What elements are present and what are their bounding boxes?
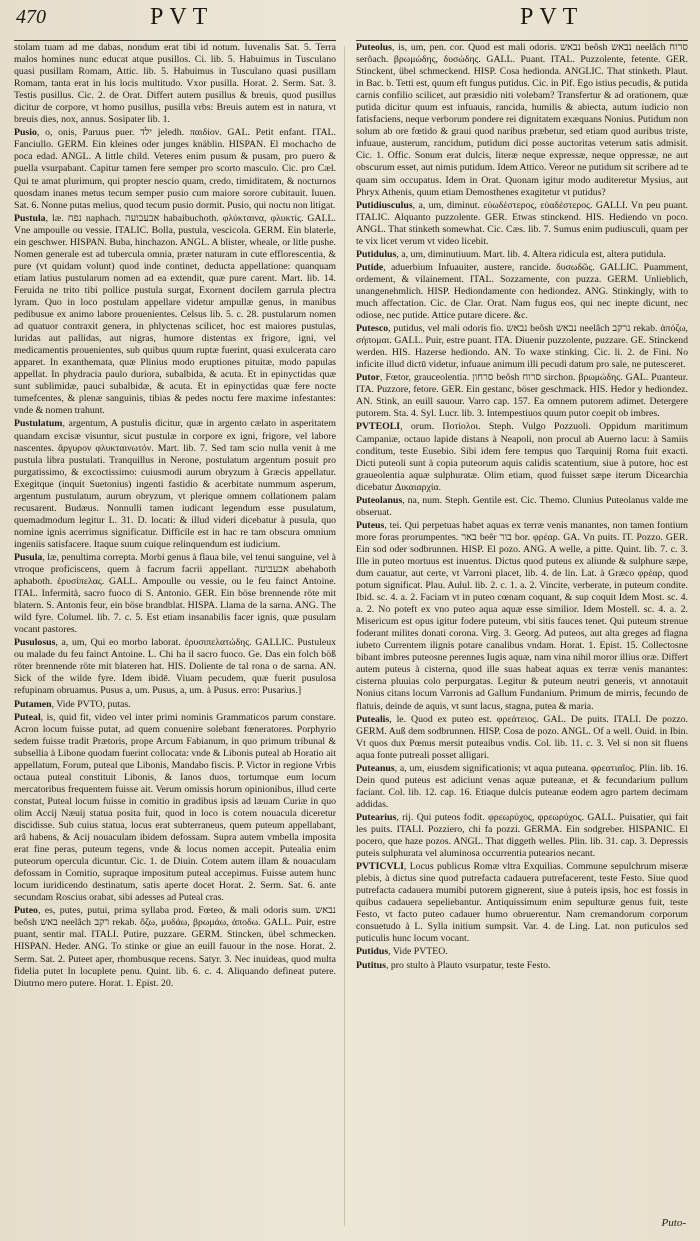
catchword: Puto- <box>661 1217 686 1229</box>
entry-text: na, num. Steph. Gentile est. Cic. Themo. Clunius Puteolanus valde me obseruat. <box>356 494 688 518</box>
dictionary-entry: Putealis, le. Quod ex puteo est. φρεάτειος. GAL. De puits. ITALI. De pozzo. GERM. Auß dem sodbrunnen. HISP. Cosa de pozo. ANGL. Of a well. Ouid. in Ibin. Vt quos dux Pœnus mersit puteaibus vndis. Col. lib. 11. c. 3. Vel si non sit fluens aqua fonte putreali posset alligari. <box>356 713 688 761</box>
entry-headword: Putidus <box>356 946 389 958</box>
entry-headword: Pusulosus <box>14 637 56 649</box>
dictionary-entry: Puteolanus, na, num. Steph. Gentile est. Cic. Themo. Clunius Puteolanus valde me obseruat. <box>356 494 688 518</box>
entry-text: is, um, pen. cor. Quod est mali odoris. נבאש beôsh נבאש neelâch סרוח serôach. βρωμώδης, δυσώδης. GALL. Puant. ITAL. Puzzolente, fetente. GER. Stinckent, übel schmeckend. HISP. Cosa hedionda. ANGLIC. That stinketh. Plaut. in Bac. b. Tetti est, quum eft fungus putidus. Cic. in Pif. Ego istius pecudis, & putida carnis confilio scilicet, aut præsidio niti volebam? Transfertur & ad orationem, quæ putida dicitur quum est infuauis, rancida, humilis & abiecta, autum iudicio non fatisfaciens, neque verborum pondere rei dignitatem exæquans Nonius. Putidum non solum ab ore fœtido & graui quod naribus præbetur, sed etiam quod auribus triste, infuaue, austerum, rancidum, putidum dici posse auctoritas veterum satis admisit. Cic. 1. Offic. Sonum erat dulcis, literæ neque expressæ, neque oppressæ, ne aut obscurum esset, aut nimis putidum. Idem Attico. Vereor ne putidum sit scribere ad te quam sim occupatus. Idem in Orat. Quonam igitur modo auditeretur Mysius, aut Phryx Athenis, quum etiam Demosthenes exagitetur vt putidus? <box>356 42 688 198</box>
entry-headword: PVTEOLI <box>356 421 401 433</box>
dictionary-entry: Puteolus, is, um, pen. cor. Quod est mali odoris. נבאש beôsh נבאש neelâch סרוח serôach. βρωμώδης, δυσώδης. GALL. Puant. ITAL. Puzzolente, fetente. GER. Stinckent, übel schmeckend. HISP. Cosa hedionda. ANGLIC. That stinketh. Plaut. in Bac. b. Tetti est, quum eft fungus putidus. Cic. in Pif. Ego istius pecudis, & putida carnis confilio scilicet, aut præsidio niti volebam? Transfertur & ad orationem, quæ putida dicitur quum est infuauis, rancida, humilis & abiecta, autum iudicio non fatisfaciens, neque verborum pondere rei dignitatem exæquans Nonius. Putidum non solum ab ore fœtido & graui quod naribus præbetur, sed etiam quod auribus triste, infuaue, austerum, rancidum, putidum dici posse auctoritas veterum satis admisit. Cic. 1. Offic. Sonum erat dulcis, literæ neque expressæ, neque oppressæ, ne aut obscurum esset, aut nimis putidum. Idem Attico. Vereor ne putidum sit scribere ad te quam sim occupatus. Idem in Orat. Quonam igitur modo auditeretur Mysius, aut Phryx Athenis, quum etiam Demosthenes exagitetur vt putidus? <box>356 42 688 198</box>
entry-headword: Pusio <box>14 127 37 139</box>
entry-headword: Putide <box>356 261 384 273</box>
entry-headword: Putesco <box>356 323 389 335</box>
entry-text: stolam tuam ad me dabas, nondum erat tibi id notum. Iuvenalis Sat. 5. Terra malos homines nunc educat atque pusillos. Ci. lib. 5. Habuimus in Tusculano quasi pusillam Romam, Attic. lib. 5. Habuimus in Tusculano quasi pusillam Romam, tanta erat in his locis multitudo. Vxor pusilla. Horat. 2. Serm. Sat. 3. Testis pusillus. Cic. 2. de Orat. Differt autem pusillus & breuis, quod pusillus dicitur de corpore, vt homo pusillus, pusilla vrbs: Breuis autem est in natura, vt breuis dies, nox, annus. Sosipater lib. 1. <box>14 42 336 126</box>
entry-headword: Putidulus <box>356 248 397 260</box>
entry-text: tei. Qui perpetuas habet aquas ex terræ venis manantes, non tamen fontium more foras prorumpentes. באר beêr בור bor. φρέαρ. GA. Vn puits. IT. Pozzo. GER. Ein sod oder sodbrunnen. HISP. El pozo. ANG. A welle, a pitte. Quint. lib. 7. c. 3. Ille in puteo mortuus est inuentus. Dictus quod puteus ex aliunde & sulphure sæpe, dum cauatur, aut certe, vt Varroni placet, lib. 4. de lin. Lat. à Græco φρέαρ, quod potum significat. Plau. Aulul. lib. 2. c. 1. a. 2. Vincite, verberate, in puteum condite. Ibid. sc. 4. a. 2. Faciam vt in puteo cœnam coquant, & sup coquit Idem Most. sc. 4. a. 2. No poteft ex vno puteo aqua aquæ esse similior. Idem Mostell. sc. 4. a. 2. Misericum est opus igitur fodere puteum, vbi sitis fauces tenet. Qui puteum strenue foderant milites donati corona. Virg. 3. Georg. Ad puteos, aut alta greges ad flagna iubeto Currentem ilignis potare canalibus vndam. Horat. 1. Epist. 15. Collectosne bibant imbres puteosne perennes Iugis aquæ, nam vina nihil moror illius oræ. Differt autem puteus à cisterna, quod ille suas habeat aquas ex terræ venis manantes: cisterna pluuias colo perpurgatas. Legitur & puteum neutri generis, vt annotauit Nonius citans locum Varronis ad Gallum Fundanium. Primum de mirris, fecundo de flatuis, deinde de aquis, vt sunt lacus, stagna, putea & maria. <box>356 519 688 712</box>
header-rule-right <box>356 40 688 41</box>
entry-headword: Puteolanus <box>356 494 403 506</box>
entry-headword: Puteal <box>14 711 41 723</box>
entry-headword: PVTICVLI <box>356 861 404 873</box>
dictionary-entry: Putidulus, a, um, diminutiuum. Mart. lib. 4. Altera ridicula est, altera putidula. <box>356 248 666 260</box>
entry-text: aduerbium Infuauiter, austere, rancide. δυσωδῶς. GALLIC. Puamment, ordement, & vilainement. ITAL. Sozzamente, con puzza. GERM. Unlieblich, unangenehmlich. HISP. Hediondamente con hediondez. ANG. Stinkingly, with to much affectation. Cic. de Clar. Orat. Nam fugus eos, qui nec inepte dicunt, nec odiose, nec putide. Attice putare dicere. &c. <box>356 261 688 322</box>
header-rule-left <box>14 40 336 41</box>
dictionary-entry <box>14 42 336 126</box>
column-gutter <box>344 46 345 1226</box>
dictionary-entry: Putidus, Vide PVTEO. <box>356 946 448 958</box>
entry-headword: Putamen <box>14 698 52 710</box>
entry-text: læ, penultima correpta. Morbi genus à flaua bile, vel tenui sanguine, vel à vtroque proficiscens, quem à facrum facrii appellant. אבעבועה abehaboth aphaboth. ἐρυσίπελας. GALL. Ampoulle ou vessie, ou le feu fainct Antoine. ITAL. Infermità, sacro fuoco di S. Antonio. GER. Ein böse brennende röte mit blatern. S. Antonis feur, ein böse brandblat. HISPA. Llama de la sarna. ANG. The wild fyre. Columel. lib. 7. c. 5. Est etiam insanabilis facer ignis, quæ pusulam vocant pastores. <box>14 551 336 636</box>
entry-headword: Putidiusculus <box>356 199 413 211</box>
dictionary-entry: Puteanus, a, um, eiusdem significationis; vt aqua puteana. φρεατιαῖος. Plin. lib. 16. Dein quod puteus est adiciunt venas aquæ puteanæ, et & fecundarium pullum faciant. Col. lib. 12. cap. 16. Etiaque dulcis puteanæ eodem agro partem decimam addidas. <box>356 762 688 810</box>
entry-text: læ. נפח naphach. אבעבועה habaibuchoth. φλύκταινα, φλυκτίς. GALL. Vne ampoulle ou vessie. ITALIC. Bolla, pustula, vescicola. GERM. Ein blaterle, ein geschwer. HISPAN. Buba, hinchazon. ANGL. A blister, wheale, or litle pushe. Nomen generale est ad tubercula omnia, præter naturam in cute efflorescentia, & pure (vt quidam volunt) quod inde continet, deducta appellatione: quanquam etiam latius pustularum nomen ad ea extendit, quæ pure carent. Mart. lib. 14. Feruida ne trito tibi pollice pustula surgat, Exornent docilem garrula plectra lyram. Quo in loco postulam appellare videtur ampullæ genus, in manibus pedibusue ex animo labore prouenientes. Celsus lib. 5. c. 28. pustularum nomen ad quatuor contraxit genera, in phlyctenas scilicet, hoc est maiores pustulas, luridas aut pallidas, aut nigras, humore distentas ex frigore, igni, vel medicamentis prouenientes, sub quibus quum ruptæ fuerint, quasi exulcerata caro apparet. In exanthemata, quæ Plinius modo eruptiones pituitæ, modo papulas appellat. In phydracia paulo duriora, subalbida, & acuta. Et in epinyctidas quæ sunt sublimidæ, pauci subalbidæ, & acuta. Et in epinyctidas quæ fere nocte tumefcentes, & plenæ sanguinis, tibias & pedes noctu fere maxime infestantes: vnde & nomen trahunt. <box>14 212 336 417</box>
dictionary-entry: Putidiusculus, a, um, diminut. εὐωδέστερος, εὐαδέστερος. GALLI. Vn peu puant. ITALIC. Alquanto puzzolente. GER. Etwas stinckend. HIS. Hediendo vn poco. ANGL. That stinketh somewhat. Cic. Cæs. lib. 7. Sumus enim pudiusculi, quam per te vix licet verum vt video licebit. <box>356 199 688 247</box>
entry-headword: Putor <box>356 372 380 384</box>
entry-text: pro stulto à Plauto vsurpatur, teste Festo. <box>390 959 551 971</box>
entry-text: le. Quod ex puteo est. φρεάτειος. GAL. De puits. ITALI. De pozzo. GERM. Auß dem sodbrunnen. HISP. Cosa de pozo. ANGL. Of a well. Ouid. in Ibin. Vt quos dux Pœnus mersit puteaibus vndis. Col. lib. 11. c. 3. Vel si non sit fluens aqua fonte putreali posset alligari. <box>356 713 688 761</box>
entry-text: Vide PVTO, putas. <box>56 698 131 710</box>
entry-text: Vide PVTEO. <box>392 946 448 958</box>
dictionary-entry: PVTICVLI, Locus publicus Romæ vltra Exquilias. Commune sepulchrum miseræ plebis, à dictus sine quod putrefacta cadauera putrefacerent, teste Festo. Siue quod putrefacta cadauera mumibi putorem gignerent, siue à puteis ipsis, hoc est fossis in quibus cadauera sepeliebantur. Antiquissimum enim sepulturæ genus fuit, teste Festo, vt facto puteo cadauer humo obruerentur. Nam cremandorum corporum consuetudo à L. Sylla initium sumpsit. Var. 4. de Ling. Lat. non puticulos sed puticulis hunc locum vocant. <box>356 861 688 945</box>
entry-headword: Puteolus <box>356 42 392 53</box>
entry-headword: Puteanus <box>356 762 395 774</box>
dictionary-entry: Pustulatum, argentum, A pustulis dicitur, quæ in argento cælato in asperitatem quandam excisæ visuntur, sicut pustulæ in corpore ex igni, frigore, vel labore nascentes. ἄργυρον φλυκταινωτόν. Mart. lib. 7. Sed tam scio nulla venit à me pustula libra pustulati. Tranquillus in Nerone, postulatum argentum posuit pro purgatissimo, & excoctissimo: cuiusmodi aurum obryzum à Græcis appellatur. Exegitque (inquit Suetonius) ingenti fastidio & acerbitate nummum asperum, argentum pustulatum, aurum obryzum, vt plerique omnem collationem palam recusarent. Budæus. Nonnulli tamen iudicant legendum esse pusulatum, quemadmodum legitur L. 31. D. locati: & illud videri dicebatur à pusula, quo nomine ignis acerrimus significatur. Difficile est in hac re tam obscura omnium ingeniis satisfacere. Itaque suum cuique relinquendum est iudicium. <box>14 418 336 550</box>
entry-text: putidus, vel mali odoris fio. נבאש beôsh נבאש neelâch נרקב rekab. ἀπόζω, σήπομαι. GALL. Puir, estre puant. ITA. Diuenir puzzolente, puzzare. GE. Stinckend werden. HIS. Hazerse hediondo. AN. To waxe stinking. Cic. li. 2. de Fini. No inficite illud dictū videtur, infuaue animum illi pecudi datum pro sale, ne putesceret. <box>356 323 688 371</box>
dictionary-entry: Putitus, pro stulto à Plauto vsurpatur, teste Festo. <box>356 959 551 971</box>
entry-headword: Puteus <box>356 519 385 531</box>
dictionary-entry: Puteal, is, quid fit, video vel inter primi nominis Grammaticos parum constare. Acron locum fuisse putat, ad quem conuenire solebant fœneratores. Porphyrio sedem fuisse tradit Prætoris, prope Arcum Fabianum, in quo primum tribunal & subsellia à Libone quodam fuerint collocata: vnde & Libonis puteal ab Horatio ait appellatum, Forum, puteal que Libonis, Mandabo fiscis. P. Victor in regione Vrbis octaua puteal constituit Libonis, & Ianos duos, tortumque eum locum mercatoribus frequentem fuisse ait. Verum omissis horum opinionibus, illud certe constat, Puteal locum fuisse in comitio in gradibus ipsis ad læuam Curiæ in quo olim Accij Næuij statua posita fuit, quod in loco is cotem nouacula diceretur discidisse. Sub cuius statua, locus erat subterraneus, quem puteum appellabant, arâ habens, & Acij nouaculam ibidem defossam. Supra autem vmbella imposita erat fine peras, puteum tegens, vnde & locus nomen accepit. Putealia enim puteorum opercula dicuntur. Cic. 1. de Diuin. Cotem autem illam & nouaculam defossam in Comitio, supraque impositum puteal accepimus. Fuisse autem hunc locum iuridicendo destinatum, satis aperte docet Horat. 2. Serm. Sat. 6. ante secundam Roscius orabat, sibi adesses ad Puteal cras. <box>14 711 336 904</box>
entry-text: a, um, Qui eo morbo laborat. ἐρυσιπελατώδης. GALLIC. Pustuleux ou malade du feu fainct Antoine. L. Chi ha il sacro fuoco. Ge. Das ein folch böß röter brennende röte mit blateren hat. HIS. Doliente de tal rona o de sarna. AN. Sick of the wilde fyre. Idem ibidē. Viuam pecudem, quæ fuerit pusulosa refupinam obruamus. Pusus a, um. Pusus, a, um. à Pusus. erro: Pusarius.] <box>14 637 336 697</box>
dictionary-entry: Pusulosus, a, um, Qui eo morbo laborat. ἐρυσιπελατώδης. GALLIC. Pustuleux ou malade du feu fainct Antoine. L. Chi ha il sacro fuoco. Ge. Das ein folch böß röter brennende röte mit blateren hat. HIS. Doliente de tal rona o de sarna. AN. Sick of the wilde fyre. Idem ibidē. Viuam pecudem, quæ fuerit pusulosa refupinam obruamus. Pusus a, um. Pusus, a, um. à Pusus. erro: Pusarius.] <box>14 637 336 697</box>
entry-headword: Putitus <box>356 959 386 971</box>
entry-headword: Pustula <box>14 212 46 224</box>
running-head-right: PVT <box>520 4 584 30</box>
dictionary-entry: PVTEOLI, orum. Ποτίολοι. Steph. Vulgo Pozzuoli. Oppidum maritimum Campaniæ, octauo lapide distans à Neapoli, non procul ab Auerno lacu: à Samiis conditum, teste Eusebio. Sibi idem fere tempus quo Tarquinij Roma fuit exacti. Dicti puteoli sunt à copia puteorum aquis calidis scatentium, siue à putore, hoc est graueolentia aquæ sulphuratæ. Olim etiam, quod fuisset sæpe iterum Dicearchia dicebatur Δικαιαρχία. <box>356 421 688 493</box>
entry-text: orum. Ποτίολοι. Steph. Vulgo Pozzuoli. Oppidum maritimum Campaniæ, octauo lapide distans à Neapoli, non procul ab Auerno lacu: à Samiis conditum, teste Eusebio. Sibi idem fere tempus quo Tarquinij Roma fuit exacti. Dicti puteoli sunt à copia puteorum aquis calidis scatentium, siue à putore, hoc est graueolentia aquæ sulphuratæ. Olim etiam, quod fuisset sæpe iterum Dicearchia dicebatur Δικαιαρχία. <box>356 421 688 493</box>
dictionary-entry: Puteo, es, putes, putui, prima syllaba prod. Fœteo, & mali odoris sum. נבאש beôsh באש neelâch רקב rekab. ὄζω, μυδάω, βρωμάω, ἀποδω. GALL. Puir, estre puant, sentir mal. ITALI. Putire, puzzare. GERM. Stincken, übel schmecken. HISPAN. Heder. ANG. To stinke or giue an euill fauour in the nose. Horat. 2. Serm. Sat. 2. Puteet aper, rhombusque recens. Satyr. 3. Nec inuideas, quod multa fidelia putet In locuplete penu. Quint. lib. 6. c. 4. Aliquando defineat putere. Diutrno mero putere. Horat. 1. Epist. 20. <box>14 905 336 989</box>
dictionary-entry: Puteus, tei. Qui perpetuas habet aquas ex terræ venis manantes, non tamen fontium more foras prorumpentes. באר beêr בור bor. φρέαρ. GA. Vn puits. IT. Pozzo. GER. Ein sod oder sodbrunnen. HISP. El pozo. ANG. A welle, a pitte. Quint. lib. 7. c. 3. Ille in puteo mortuus est inuentus. Dictus quod puteus ex aliunde & sulphure sæpe, dum cauatur, aut certe, vt Varroni placet, lib. 4. de lin. Lat. à Græco φρέαρ, quod potum significat. Plau. Aulul. lib. 2. c. 1. a. 2. Vincite, verberate, in puteum condite. Ibid. sc. 4. a. 2. Faciam vt in puteo cœnam coquant, & sup coquit Idem Most. sc. 4. a. 2. No poteft ex vno puteo aqua aquæ esse similior. Idem Mostell. sc. 4. a. 2. Misericum est opus igitur fodere puteum, vbi sitis fauces tenet. Qui puteum strenue foderant milites donati corona. Virg. 3. Georg. Ad puteos, aut alta greges ad flagna iubeto Currentem ilignis potare canalibus vndam. Horat. 1. Epist. 15. Collectosne bibant imbres puteosne perennes Iugis aquæ, nam vina nihil moror illius oræ. Differt autem puteus à cisterna, quod ille suas habeat aquas ex terræ venis manantes: cisterna pluuias colo perpurgatas. Legitur & puteum neutri generis, vt annotauit Nonius citans locum Varronis ad Gallum Fundanium. Primum de mirris, fecundo de flatuis, deinde de aquis, vt sunt lacus, stagna, putea & maria. <box>356 519 688 712</box>
entry-text: rij. Qui puteos fodit. φρεωρύχος, φρεωρύχος. GALL. Puisatier, qui fait les puits. ITALI. Pozziero, chi fa pozzi. GERMA. Ein sodgreber. HISPANIC. El pocero, que haze pozos. ANGL. That diggeth welles. Plin. lib. 31. cap. 3. Depressis puteis sulphurata vel aluminosa occurrentia putearios necant. <box>356 811 688 860</box>
entry-headword: Putealis <box>356 713 390 725</box>
dictionary-entry: Putamen, Vide PVTO, putas. <box>14 698 131 710</box>
page-number: 470 <box>16 6 46 28</box>
dictionary-entry: Putearius, rij. Qui puteos fodit. φρεωρύχος, φρεωρύχος. GALL. Puisatier, qui fait les puits. ITALI. Pozziero, chi fa pozzi. GERMA. Ein sodgreber. HISPANIC. El pocero, que haze pozos. ANGL. That diggeth welles. Plin. lib. 31. cap. 3. Depressis puteis sulphurata vel aluminosa occurrentia putearios necant. <box>356 811 688 860</box>
right-column <box>356 42 688 1232</box>
entry-headword: Pustulatum <box>14 418 63 430</box>
entry-text: a, um, diminutiuum. Mart. lib. 4. Altera ridicula est, altera putidula. <box>401 248 666 260</box>
entry-text: is, quid fit, video vel inter primi nominis Grammaticos parum constare. Acron locum fuisse putat, ad quem conuenire solebant fœneratores. Porphyrio sedem fuisse tradit Prætoris, prope Arcum Fabianum, in quo primum tribunal & subsellia à Libone quodam fuerint collocata: vnde & Libonis puteal ab Horatio ait appellatum, Forum, puteal que Libonis, Mandabo fiscis. P. Victor in regione Vrbis octaua puteal constituit Libonis, & Ianos duos, tortumque eum locum mercatoribus frequentem fuisse ait. Verum omissis horum opinionibus, illud certe constat, Puteal locum fuisse in comitio in gradibus ipsis ad læuam Curiæ in quo olim Accij Næuij statua posita fuit, quod in loco is cotem nouacula diceretur discidisse. Sub cuius statua, locus erat subterraneus, quem puteum appellabant, arâ habens, & Acij nouaculam ibidem defossam. Supra autem vmbella imposita erat fine peras, puteum tegens, vnde & locus nomen accepit. Putealia enim puteorum opercula dicuntur. Cic. 1. de Diuin. Cotem autem illam & nouaculam defossam in Comitio, supraque impositum puteal accepimus. Fuisse autem hunc locum iuridicendo destinatum, satis aperte docet Horat. 2. Serm. Sat. 6. ante secundam Roscius orabat, sibi adesses ad Puteal cras. <box>14 711 336 904</box>
entry-text: argentum, A pustulis dicitur, quæ in argento cælato in asperitatem quandam excisæ visuntur, sicut pustulæ in corpore ex igni, frigore, vel labore nascentes. ἄργυρον φλυκταινωτόν. Mart. lib. 7. Sed tam scio nulla venit à me pustula libra pustulati. Tranquillus in Nerone, postulatum argentum posuit pro purgatissimo, & excoctissimo: cuiusmodi aurum obryzum à Græcis appellatur. Exegitque (inquit Suetonius) ingenti fastidio & acerbitate nummum asperum, argentum pustulatum, aurum obryzum, vt plerique omnem collationem palam recusarent. Budæus. Nonnulli tamen iudicant legendum esse pusulatum, quemadmodum legitur L. 31. D. locati: & illud videri dicebatur à pusula, quo nomine ignis acerrimus significatur. Difficile est in hac re tam obscura omnium ingeniis satisfacere. Itaque suum cuique relinquendum est iudicium. <box>14 418 336 550</box>
dictionary-entry: Pustula, læ. נפח naphach. אבעבועה habaibuchoth. φλύκταινα, φλυκτίς. GALL. Vne ampoulle ou vessie. ITALIC. Bolla, pustula, vescicola. GERM. Ein blaterle, ein geschwer. HISPAN. Buba, hinchazon. ANGL. A blister, wheale, or litle pushe. Nomen generale est ad tubercula omnia, præter naturam in cute efflorescentia, & pure (vt quidam volunt) quod inde continet, deducta appellatione: quanquam etiam latius pustularum nomen ad ea extendit, quæ pure carent. Mart. lib. 14. Feruida ne trito tibi pollice pustula surgat, Exornent docilem garrula plectra lyram. Quo in loco postulam appellare videtur ampullæ genus, in manibus pedibusue ex animo labore prouenientes. Celsus lib. 5. c. 28. pustularum nomen ad quatuor contraxit genera, in phlyctenas scilicet, hoc est maiores pustulas, luridas aut pallidas, aut nigras, humore distentas ex frigore, igni, vel medicamentis prouenientes, sub quibus quum ruptæ fuerint, quasi exulcerata caro apparet. In exanthemata, quæ Plinius modo eruptiones pituitæ, modo papulas appellat. In phydracia paulo duriora, subalbida, & acuta. Et in epinyctidas quæ sunt sublimidæ, pauci subalbidæ, & acuta. Et in epinyctidas quæ fere nocte tumefcentes, & plenæ sanguinis, tibias & pedes noctu fere maxime infestantes: vnde & nomen trahunt. <box>14 212 336 417</box>
running-head-left: PVT <box>150 4 214 30</box>
page-header <box>0 0 700 42</box>
entry-text: o, onis, Paruus puer. ילד jeledh. παιδίον. GAL. Petit enfant. ITAL. Fanciullo. GERM. Ein kleines oder junges knäblin. HISPAN. El mochacho de poca edad. ANGL. A little child. Veteres enim pusum & pusam, pro puero & puella vsurpabant. Capitur tamen fere semper pro scorto masculo. Cic. pro Cæl. Qui te amat plurimum, qui propter nescio quam, credo, timiditatem, & nocturnos quosdam inanes metus tecum semper pusio cum maiore sorore cubitauit. Iuuen. Sat. 6. Nonne putas melius, quod tecum pusio dormit. Pusio, qui noctu non litigat. <box>14 127 336 211</box>
dictionary-entry: Putor, Fœtor, grauceolentia. סרחון beôsh סרוח sirchon. βρωμώδης. GAL. Puanteur. ITA. Puzzore, fetore. GER. Ein gestanc, böser geschmack. HIS. Hedor y hediondez. AN. Stink, an euill sauour. Varro cap. 157. Ea omnem putorem adimet. Detergere putorem. Sta. 4. Syl. Lucr. lib. 3. Intempestiuos quum putor coepit ob imbres. <box>356 372 688 420</box>
entry-headword: Puteo <box>14 905 38 917</box>
entry-text: a, um, diminut. εὐωδέστερος, εὐαδέστερος. GALLI. Vn peu puant. ITALIC. Alquanto puzzolente. GER. Etwas stinckend. HIS. Hediendo vn poco. ANGL. That stinketh somewhat. Cic. Cæs. lib. 7. Sumus enim pudiusculi, quam per te vix licet verum vt video licebit. <box>356 199 688 247</box>
dictionary-entry: Putesco, putidus, vel mali odoris fio. נבאש beôsh נבאש neelâch נרקב rekab. ἀπόζω, σήπομαι. GALL. Puir, estre puant. ITA. Diuenir puzzolente, puzzare. GE. Stinckend werden. HIS. Hazerse hediondo. AN. To waxe stinking. Cic. li. 2. de Fini. No inficite illud dictū videtur, infuaue animum illi pecudi datum pro sale, ne putesceret. <box>356 323 688 371</box>
dictionary-entry: Pusio, o, onis, Paruus puer. ילד jeledh. παιδίον. GAL. Petit enfant. ITAL. Fanciullo. GERM. Ein kleines oder junges knäblin. HISPAN. El mochacho de poca edad. ANGL. A little child. Veteres enim pusum & pusam, pro puero & puella vsurpabant. Capitur tamen fere semper pro scorto masculo. Cic. pro Cæl. Qui te amat plurimum, qui propter nescio quam, credo, timiditatem, & nocturnos quosdam inanes metus tecum semper pusio cum maiore sorore cubitauit. Iuuen. Sat. 6. Nonne putas melius, quod tecum pusio dormit. Pusio, qui noctu non litigat. <box>14 127 336 211</box>
left-column <box>14 42 336 1232</box>
dictionary-entry: Putide, aduerbium Infuauiter, austere, rancide. δυσωδῶς. GALLIC. Puamment, ordement, & vilainement. ITAL. Sozzamente, con puzza. GERM. Unlieblich, unangenehmlich. HISP. Hediondamente con hediondez. ANG. Stinkingly, with to much affectation. Cic. de Clar. Orat. Nam fugus eos, qui nec inepte dicunt, nec odiose, nec putide. Attice putare dicere. &c. <box>356 261 688 322</box>
entry-text: es, putes, putui, prima syllaba prod. Fœteo, & mali odoris sum. נבאש beôsh באש neelâch רקב rekab. ὄζω, μυδάω, βρωμάω, ἀποδω. GALL. Puir, estre puant, sentir mal. ITALI. Putire, puzzare. GERM. Stincken, übel schmecken. HISPAN. Heder. ANG. To stinke or giue an euill fauour in the nose. Horat. 2. Serm. Sat. 2. Puteet aper, rhombusque recens. Satyr. 3. Nec inuideas, quod multa fidelia putet In locuplete penu. Quint. lib. 6. c. 4. Aliquando defineat putere. Diutrno mero putere. Horat. 1. Epist. 20. <box>14 905 336 989</box>
dictionary-entry: Pusula, læ, penultima correpta. Morbi genus à flaua bile, vel tenui sanguine, vel à vtroque proficiscens, quem à facrum facrii appellant. אבעבועה abehaboth aphaboth. ἐρυσίπελας. GALL. Ampoulle ou vessie, ou le feu fainct Antoine. ITAL. Infermità, sacro fuoco di S. Antonio. GER. Ein böse brennende röte mit blatern. S. Antonis feur, ein böse brandblat. HISPA. Llama de la sarna. ANG. The wild fyre. Columel. lib. 7. c. 5. Est etiam insanabilis facer ignis, quæ pusulam vocant pastores. <box>14 551 336 636</box>
entry-text: Locus publicus Romæ vltra Exquilias. Commune sepulchrum miseræ plebis, à dictus sine quod putrefacta cadauera putrefacerent, teste Festo. Siue quod putrefacta cadauera mumibi putorem gignerent, siue à puteis ipsis, hoc est fossis in quibus cadauera sepeliebantur. Antiquissimum enim sepulturæ genus fuit, teste Festo, vt facto puteo cadauer humo obruerentur. Nam cremandorum corporum consuetudo à L. Sylla initium sumpsit. Var. 4. de Ling. Lat. non puticulos sed puticulis hunc locum vocant. <box>356 861 688 945</box>
entry-text: Fœtor, grauceolentia. סרחון beôsh סרוח sirchon. βρωμώδης. GAL. Puanteur. ITA. Puzzore, fetore. GER. Ein gestanc, böser geschmack. HIS. Hedor y hediondez. AN. Stink, an euill sauour. Varro cap. 157. Ea omnem putorem adimet. Detergere putorem. Sta. 4. Syl. Lucr. lib. 3. Intempestiuos quum putor coepit ob imbres. <box>356 372 688 420</box>
entry-headword: Pusula <box>14 551 43 563</box>
entry-headword: Putearius <box>356 811 397 823</box>
entry-text: a, um, eiusdem significationis; vt aqua puteana. φρεατιαῖος. Plin. lib. 16. Dein quod puteus est adiciunt venas aquæ puteanæ, et & fecundarium pullum faciant. Col. lib. 12. cap. 16. Etiaque dulcis puteanæ eodem agro partem decimam addidas. <box>356 762 688 810</box>
